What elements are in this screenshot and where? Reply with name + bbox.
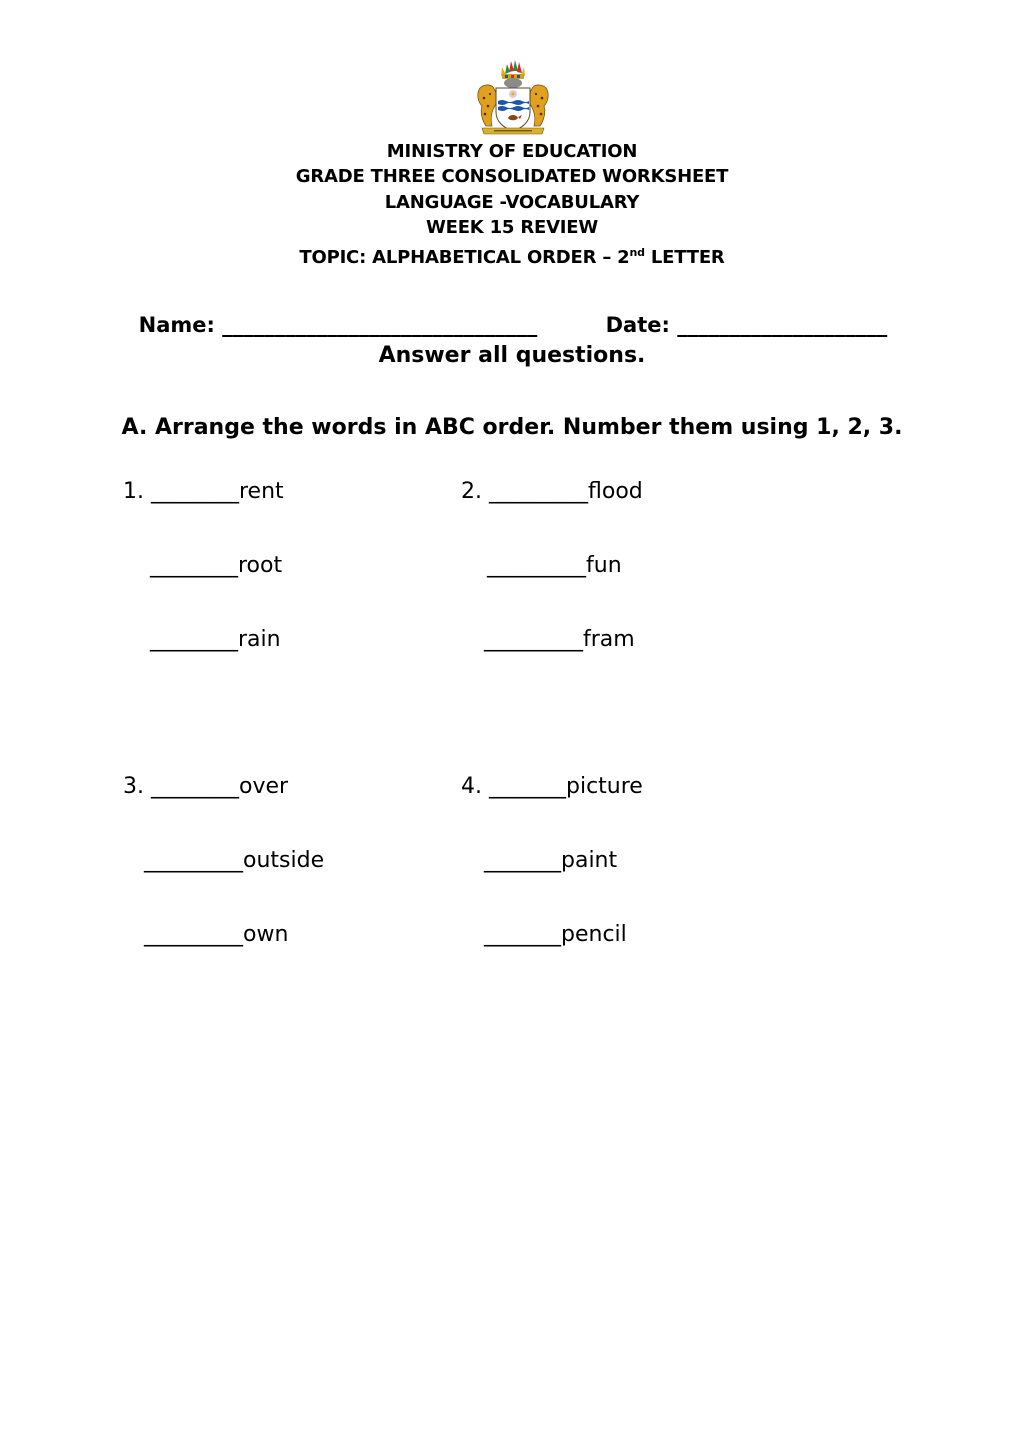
question-1-item-3 (150, 626, 281, 654)
date-field (591, 289, 887, 337)
question-1-item-2 (150, 552, 282, 580)
word: outside (243, 848, 325, 873)
answer-blank[interactable]: ________ (150, 553, 238, 578)
subject-title: LANGUAGE -VOCABULARY (384, 191, 640, 213)
answer-blank[interactable]: ________ (151, 479, 239, 504)
question-3-item-3 (144, 921, 288, 949)
answer-blank[interactable]: _______ (484, 922, 561, 947)
word: paint (561, 848, 618, 873)
answer-blank[interactable]: _______ (489, 774, 566, 799)
topic-title (0, 240, 1024, 270)
topic-suffix: LETTER (644, 247, 725, 269)
question-2-item-1 (461, 478, 643, 506)
question-4-item-1 (461, 773, 643, 801)
coat-of-arms-icon (472, 58, 554, 136)
name-field (124, 289, 537, 337)
word: picture (566, 774, 643, 799)
word: over (239, 774, 289, 799)
answer-blank[interactable]: _________ (144, 922, 243, 947)
word: flood (588, 479, 643, 504)
answer-blank[interactable]: _________ (484, 627, 583, 652)
question-3-item-1 (123, 773, 288, 801)
general-instruction: Answer all questions. (378, 343, 646, 368)
name-blank[interactable]: ______________________________ (222, 313, 538, 337)
question-4-item-3 (484, 921, 627, 949)
question-2-item-2 (487, 552, 622, 580)
topic-prefix: TOPIC: ALPHABETICAL ORDER – 2 (299, 247, 630, 269)
word: pencil (561, 922, 627, 947)
answer-blank[interactable]: ________ (151, 774, 239, 799)
answer-blank[interactable]: _______ (484, 848, 561, 873)
worksheet-header (0, 139, 1024, 270)
date-blank[interactable]: ____________________ (677, 313, 888, 337)
word: rain (238, 627, 281, 652)
topic-superscript: nd (629, 246, 645, 260)
week-title: WEEK 15 REVIEW (425, 216, 599, 238)
question-1-number: 1. (123, 479, 144, 504)
question-4-item-2 (484, 847, 617, 875)
answer-blank[interactable]: _________ (489, 479, 588, 504)
name-label: Name: (138, 313, 215, 337)
section-a-instruction: A. Arrange the words in ABC order. Number them using 1, 2, 3. (121, 415, 903, 440)
word: fram (583, 627, 635, 652)
answer-blank[interactable]: ________ (150, 627, 238, 652)
date-label: Date: (605, 313, 670, 337)
question-2-number: 2. (461, 479, 482, 504)
question-2-item-3 (484, 626, 635, 654)
question-3-number: 3. (123, 774, 144, 799)
word: root (238, 553, 283, 578)
answer-blank[interactable]: _________ (487, 553, 586, 578)
worksheet-title: GRADE THREE CONSOLIDATED WORKSHEET (295, 166, 729, 188)
word: rent (239, 479, 284, 504)
word: fun (586, 553, 622, 578)
question-3-item-2 (144, 847, 324, 875)
word: own (243, 922, 289, 947)
question-4-number: 4. (461, 774, 482, 799)
answer-blank[interactable]: _________ (144, 848, 243, 873)
question-1-item-1 (123, 478, 284, 506)
ministry-title: MINISTRY OF EDUCATION (386, 141, 638, 162)
